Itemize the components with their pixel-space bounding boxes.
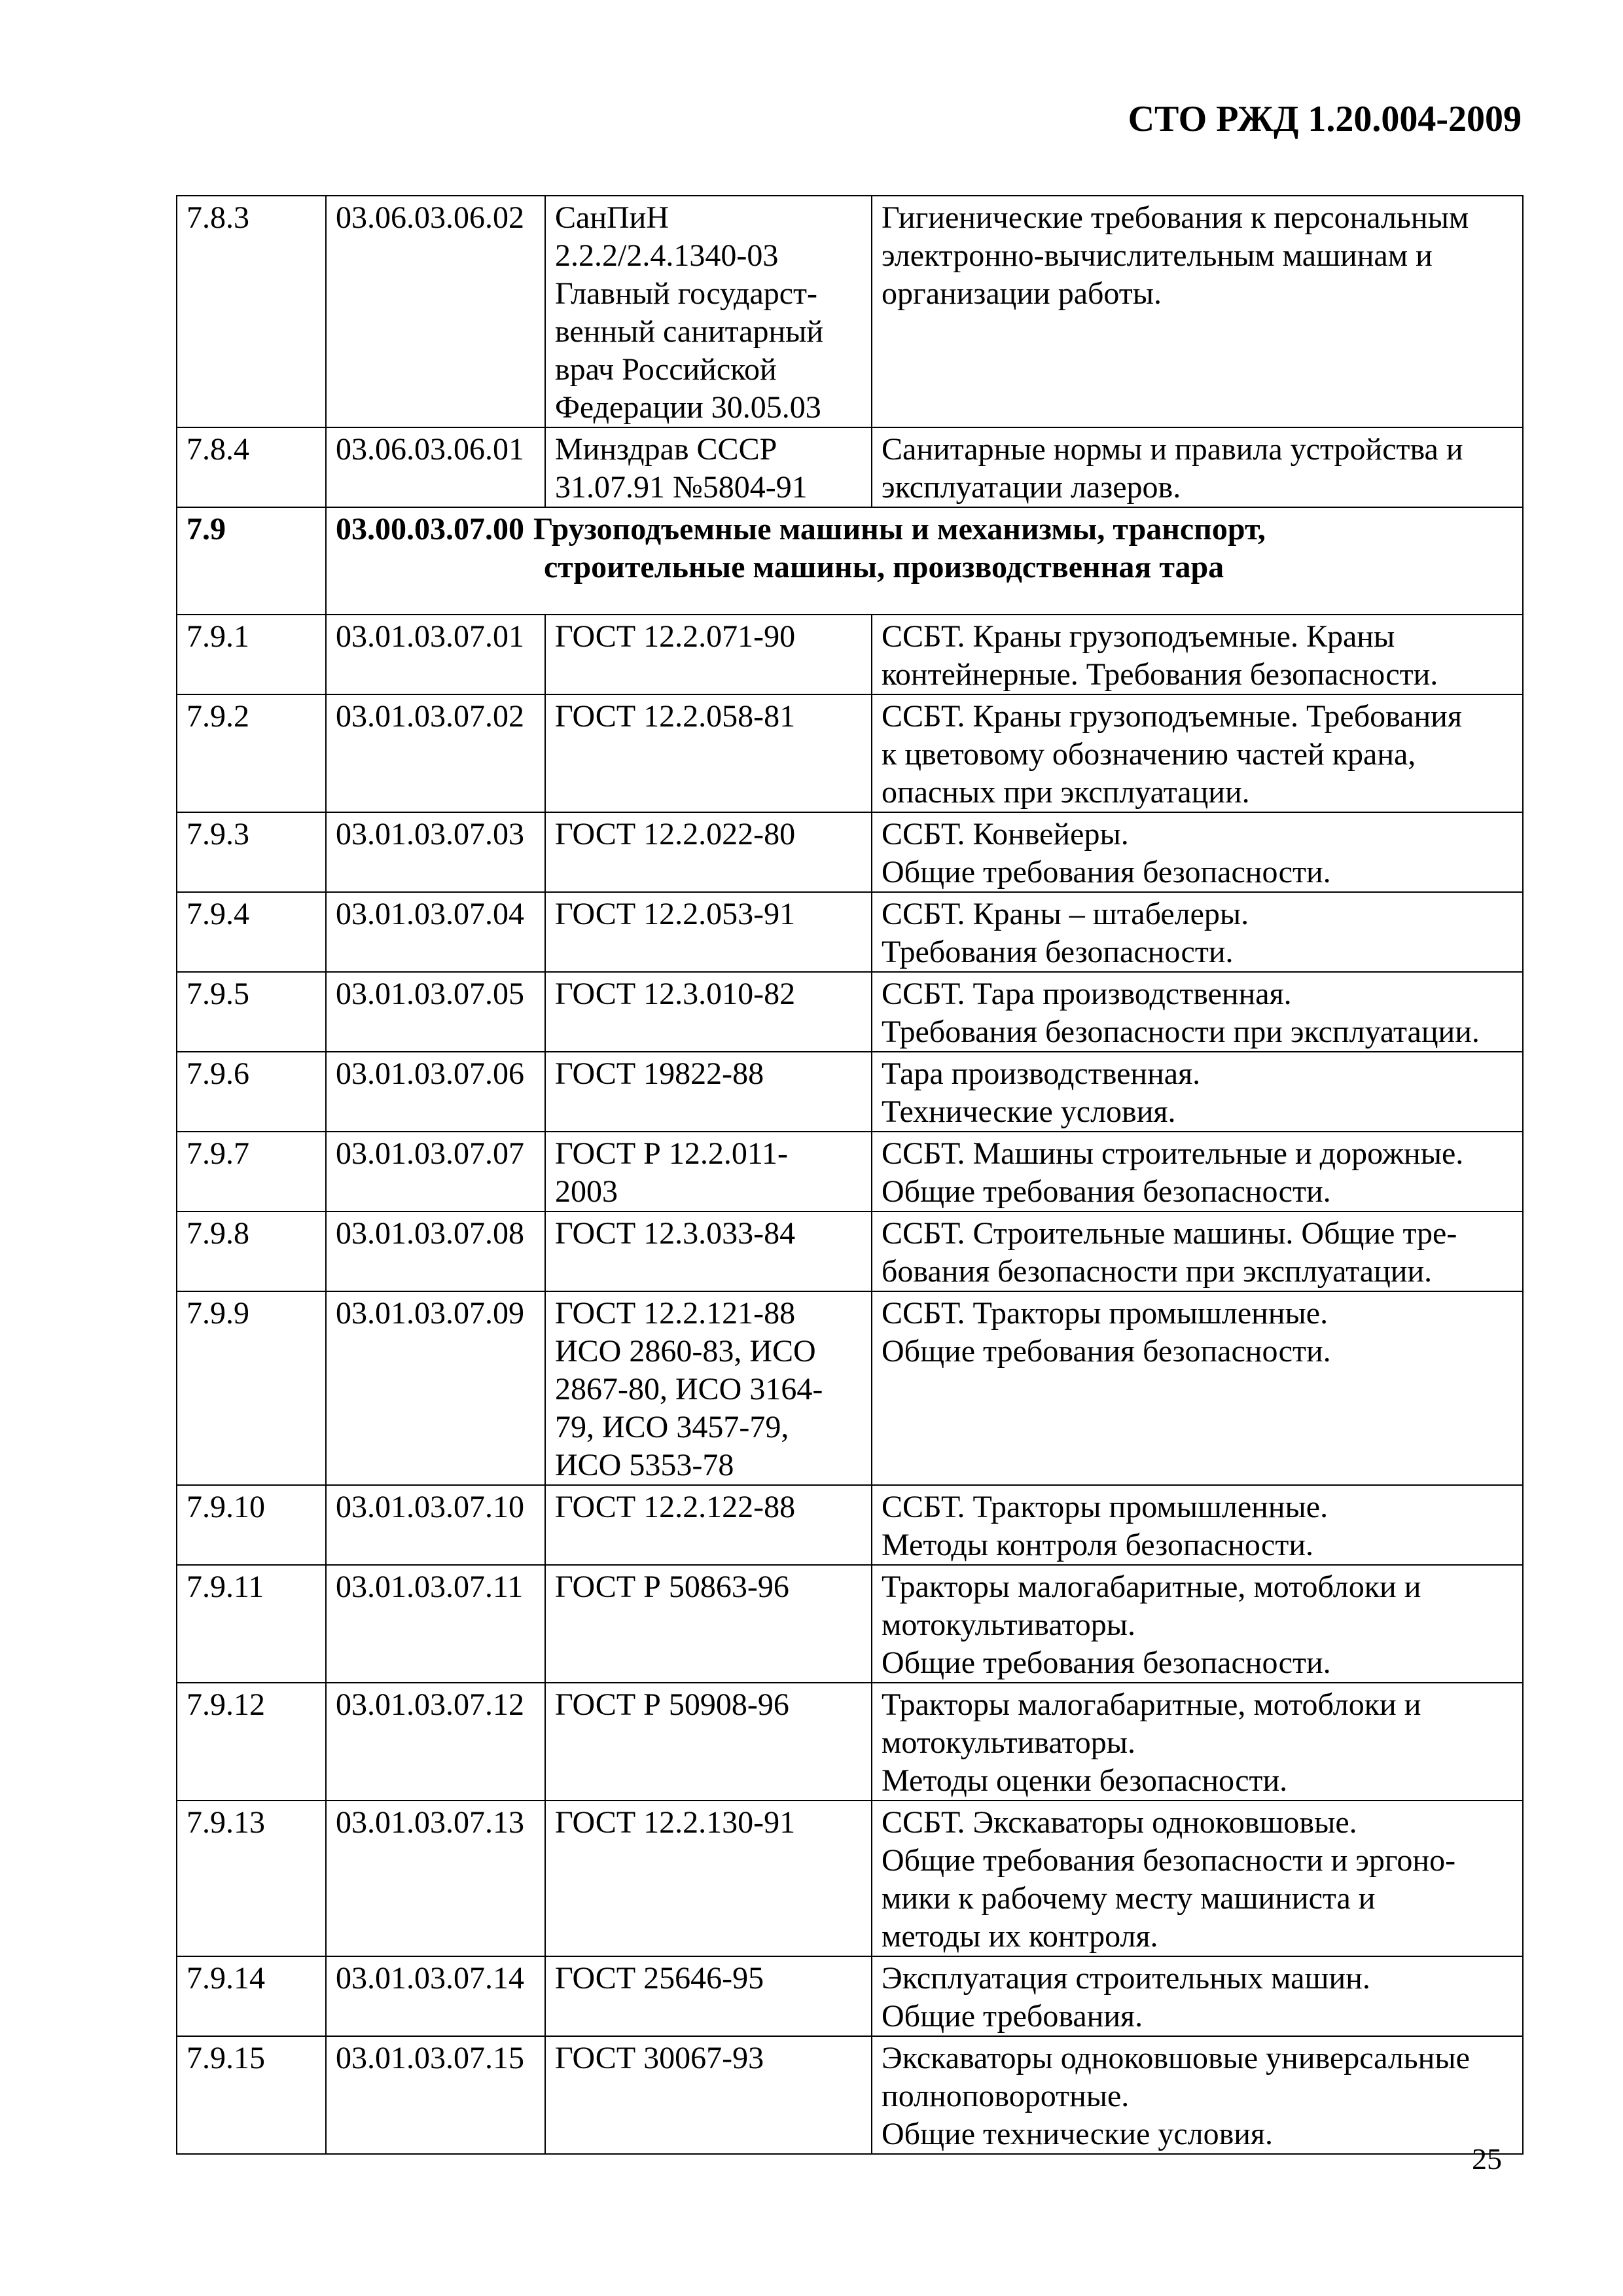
row-title-line: Технические условия. <box>882 1094 1176 1129</box>
row-title <box>872 1485 1523 1565</box>
row-title <box>872 427 1523 507</box>
row-document-line: СанПиН <box>555 200 669 235</box>
row-number: 7.9.9 <box>177 1291 326 1485</box>
row-number: 7.9.15 <box>177 2036 326 2154</box>
row-number: 7.9.3 <box>177 812 326 892</box>
row-number: 7.9.5 <box>177 972 326 1052</box>
row-document-line: ГОСТ 12.2.071-90 <box>555 619 796 654</box>
row-document <box>545 1211 872 1291</box>
row-title-line: мики к рабочему месту машиниста и <box>882 1881 1376 1916</box>
row-document <box>545 2036 872 2154</box>
row-title-line: Общие требования безопасности. <box>882 1334 1331 1369</box>
row-title-line: ССБТ. Машины строительные и дорожные. <box>882 1136 1464 1171</box>
table-row <box>177 1683 1523 1801</box>
standards-table <box>176 195 1524 2155</box>
row-document <box>545 972 872 1052</box>
row-number: 7.9.8 <box>177 1211 326 1291</box>
row-title <box>872 1565 1523 1683</box>
row-document <box>545 1683 872 1801</box>
row-document-line: ГОСТ 12.2.130-91 <box>555 1805 796 1840</box>
row-title-line: методы их контроля. <box>882 1919 1158 1954</box>
table-row <box>177 1565 1523 1683</box>
row-title-line: Санитарные нормы и правила устройства и <box>882 432 1463 467</box>
row-document-line: ГОСТ Р 50863-96 <box>555 1570 789 1604</box>
row-document-line: 2003 <box>555 1174 618 1209</box>
row-title-line: Методы оценки безопасности. <box>882 1763 1288 1798</box>
row-document-line: врач Российской <box>555 352 777 387</box>
row-number: 7.9.2 <box>177 694 326 812</box>
table-row <box>177 1052 1523 1132</box>
row-number: 7.9.14 <box>177 1956 326 2036</box>
table-row <box>177 812 1523 892</box>
row-title-line: полноповоротные. <box>882 2079 1130 2113</box>
row-code: 03.01.03.07.15 <box>326 2036 545 2154</box>
table-row <box>177 2036 1523 2154</box>
table-body-bottom <box>177 615 1523 2154</box>
section-heading <box>326 507 1523 615</box>
row-title-line: мотокультиваторы. <box>882 1607 1135 1642</box>
row-number: 7.9.4 <box>177 892 326 972</box>
row-document-line: ГОСТ 12.3.010-82 <box>555 977 796 1011</box>
row-title-line: к цветовому обозначению частей крана, <box>882 737 1416 772</box>
row-document <box>545 1956 872 2036</box>
row-code: 03.01.03.07.14 <box>326 1956 545 2036</box>
row-document-line: ГОСТ 12.2.121-88 <box>555 1296 796 1331</box>
row-title-line: бования безопасности при эксплуатации. <box>882 1254 1433 1289</box>
row-code: 03.01.03.07.03 <box>326 812 545 892</box>
row-document-line: ИСО 5353-78 <box>555 1448 734 1482</box>
row-title <box>872 1683 1523 1801</box>
row-document-line: 31.07.91 №5804-91 <box>555 470 808 505</box>
row-code: 03.01.03.07.13 <box>326 1801 545 1956</box>
table-row <box>177 1485 1523 1565</box>
row-title-line: ССБТ. Краны – штабелеры. <box>882 897 1249 931</box>
table-row <box>177 1956 1523 2036</box>
row-document-line: ГОСТ 19822-88 <box>555 1056 764 1091</box>
row-title-line: Общие технические условия. <box>882 2117 1274 2151</box>
row-title-line: Общие требования. <box>882 1999 1143 2034</box>
row-number: 7.9.6 <box>177 1052 326 1132</box>
row-document <box>545 1485 872 1565</box>
row-code: 03.01.03.07.04 <box>326 892 545 972</box>
section-code: 03.00.03.07.00 <box>336 512 524 547</box>
row-title-line: ССБТ. Краны грузоподъемные. Краны <box>882 619 1395 654</box>
row-title-line: Тракторы малогабаритные, мотоблоки и <box>882 1570 1421 1604</box>
section-number: 7.9 <box>177 507 326 615</box>
row-document-line: 2.2.2/2.4.1340-03 <box>555 238 779 273</box>
row-title <box>872 812 1523 892</box>
row-code: 03.01.03.07.02 <box>326 694 545 812</box>
row-code: 03.01.03.07.06 <box>326 1052 545 1132</box>
section-row <box>177 507 1523 615</box>
row-title-line: мотокультиваторы. <box>882 1725 1135 1760</box>
row-document-line: ГОСТ Р 12.2.011- <box>555 1136 789 1171</box>
row-title-line: электронно-вычислительным машинам и <box>882 238 1433 273</box>
row-document-line: Федерации 30.05.03 <box>555 390 821 425</box>
table-row <box>177 1291 1523 1485</box>
row-title-line: ССБТ. Краны грузоподъемные. Требования <box>882 699 1462 734</box>
row-code: 03.06.03.06.02 <box>326 196 545 427</box>
row-title <box>872 1052 1523 1132</box>
row-title-line: организации работы. <box>882 276 1162 311</box>
row-title-line: ССБТ. Конвейеры. <box>882 817 1129 852</box>
row-title-line: ССБТ. Тракторы промышленные. <box>882 1490 1329 1524</box>
row-title-line: Требования безопасности. <box>882 935 1234 969</box>
row-document <box>545 427 872 507</box>
row-title-line: Экскаваторы одноковшовые универсальные <box>882 2041 1470 2075</box>
row-document-line: ГОСТ Р 50908-96 <box>555 1687 789 1722</box>
row-document-line: ГОСТ 25646-95 <box>555 1961 764 1996</box>
row-title-line: ССБТ. Экскаваторы одноковшовые. <box>882 1805 1357 1840</box>
row-title-line: контейнерные. Требования безопасности. <box>882 657 1438 692</box>
row-document <box>545 892 872 972</box>
table-row <box>177 196 1523 427</box>
row-document-line: ГОСТ 12.2.122-88 <box>555 1490 796 1524</box>
table-row <box>177 1801 1523 1956</box>
row-title-line: Тара производственная. <box>882 1056 1201 1091</box>
row-document <box>545 196 872 427</box>
row-code: 03.01.03.07.12 <box>326 1683 545 1801</box>
row-title-line: Эксплуатация строительных машин. <box>882 1961 1370 1996</box>
row-code: 03.01.03.07.08 <box>326 1211 545 1291</box>
row-title-line: Общие требования безопасности и эргоно- <box>882 1843 1456 1878</box>
row-title-line: опасных при эксплуатации. <box>882 775 1250 810</box>
row-title <box>872 892 1523 972</box>
row-document-line: ИСО 2860-83, ИСО <box>555 1334 816 1369</box>
row-code: 03.01.03.07.07 <box>326 1132 545 1211</box>
row-document-line: ГОСТ 12.2.058-81 <box>555 699 796 734</box>
row-document-line: 2867-80, ИСО 3164- <box>555 1372 823 1407</box>
row-title <box>872 2036 1523 2154</box>
page-number: 25 <box>1472 2142 1502 2176</box>
row-title-line: ССБТ. Строительные машины. Общие тре- <box>882 1216 1457 1251</box>
row-document-line: 79, ИСО 3457-79, <box>555 1410 789 1444</box>
row-document <box>545 1052 872 1132</box>
row-document-line: ГОСТ 12.2.022-80 <box>555 817 796 852</box>
row-code: 03.01.03.07.11 <box>326 1565 545 1683</box>
row-document-line: Главный государст- <box>555 276 818 311</box>
row-number: 7.8.4 <box>177 427 326 507</box>
row-title-line: Общие требования безопасности. <box>882 1645 1331 1680</box>
table-row <box>177 615 1523 694</box>
row-document <box>545 694 872 812</box>
row-title-line: эксплуатации лазеров. <box>882 470 1181 505</box>
row-document-line: Минздрав СССР <box>555 432 777 467</box>
row-number: 7.8.3 <box>177 196 326 427</box>
row-number: 7.9.12 <box>177 1683 326 1801</box>
row-title <box>872 1801 1523 1956</box>
row-title-line: Требования безопасности при эксплуатации. <box>882 1014 1480 1049</box>
table-row <box>177 972 1523 1052</box>
row-number: 7.9.11 <box>177 1565 326 1683</box>
row-title <box>872 1291 1523 1485</box>
row-document-line: ГОСТ 12.2.053-91 <box>555 897 796 931</box>
row-code: 03.01.03.07.01 <box>326 615 545 694</box>
section-title-line-1: Грузоподъемные машины и механизмы, транспорт, <box>533 512 1266 547</box>
row-number: 7.9.13 <box>177 1801 326 1956</box>
row-code: 03.01.03.07.10 <box>326 1485 545 1565</box>
row-number: 7.9.7 <box>177 1132 326 1211</box>
row-title-line: Гигиенические требования к персональным <box>882 200 1469 235</box>
row-title <box>872 694 1523 812</box>
row-document <box>545 1565 872 1683</box>
row-title-line: Методы контроля безопасности. <box>882 1528 1314 1562</box>
row-title-line: Тракторы малогабаритные, мотоблоки и <box>882 1687 1421 1722</box>
table-row <box>177 694 1523 812</box>
row-code: 03.01.03.07.05 <box>326 972 545 1052</box>
row-title-line: ССБТ. Тракторы промышленные. <box>882 1296 1329 1331</box>
row-title <box>872 972 1523 1052</box>
row-title <box>872 1956 1523 2036</box>
row-number: 7.9.10 <box>177 1485 326 1565</box>
row-title-line: Общие требования безопасности. <box>882 855 1331 889</box>
section-title-line-2: строительные машины, производственная тара <box>544 550 1224 584</box>
row-title <box>872 615 1523 694</box>
row-document <box>545 1291 872 1485</box>
row-document <box>545 812 872 892</box>
row-title <box>872 1211 1523 1291</box>
table-row <box>177 1132 1523 1211</box>
row-code: 03.06.03.06.01 <box>326 427 545 507</box>
row-title-line: ССБТ. Тара производственная. <box>882 977 1292 1011</box>
row-number: 7.9.1 <box>177 615 326 694</box>
row-code: 03.01.03.07.09 <box>326 1291 545 1485</box>
row-title <box>872 196 1523 427</box>
row-document <box>545 1801 872 1956</box>
row-document-line: ГОСТ 30067-93 <box>555 2041 764 2075</box>
row-document-line: ГОСТ 12.3.033-84 <box>555 1216 796 1251</box>
row-document <box>545 1132 872 1211</box>
table-row <box>177 892 1523 972</box>
row-document-line: венный санитарный <box>555 314 824 349</box>
row-title <box>872 1132 1523 1211</box>
table-body-top <box>177 196 1523 507</box>
document-header-code: СТО РЖД 1.20.004-2009 <box>1128 99 1522 139</box>
table-row <box>177 1211 1523 1291</box>
row-document <box>545 615 872 694</box>
row-title-line: Общие требования безопасности. <box>882 1174 1331 1209</box>
table-row <box>177 427 1523 507</box>
table-body-section <box>177 507 1523 615</box>
